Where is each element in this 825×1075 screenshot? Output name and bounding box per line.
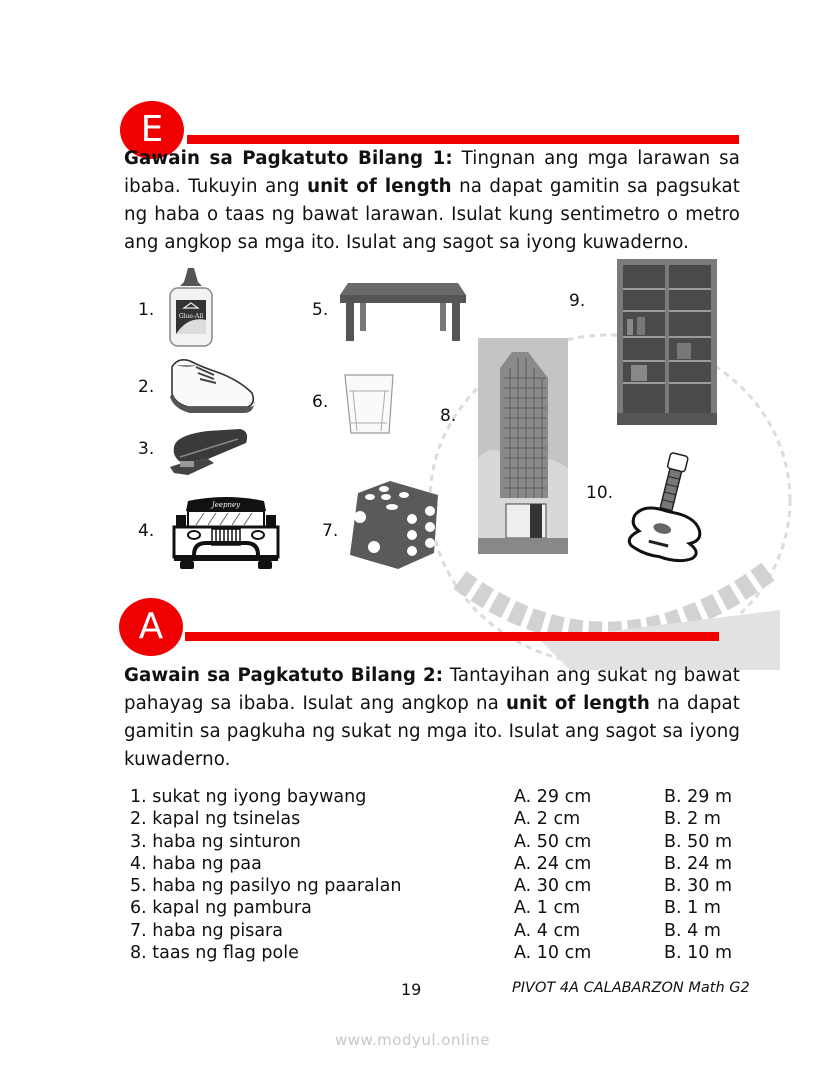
activity-1-title: Gawain sa Pagkatuto Bilang 1: bbox=[124, 148, 453, 169]
choice-b: B. 30 m bbox=[664, 876, 733, 897]
activity-2-title: Gawain sa Pagkatuto Bilang 2: bbox=[124, 665, 444, 686]
choice-a: A. 4 cm bbox=[514, 920, 581, 941]
picture-number-8: 8. bbox=[440, 406, 457, 426]
activity-2-instructions: Gawain sa Pagkatuto Bilang 2: Tantayihan ang sukat ng bawat pahayag sa ibaba. Isulat ang angkop na unit of length na dapat gamitin sa pagkuha ng sukat ng mga ito. Isulat ang sagot sa iyong kuwaderno. bbox=[124, 665, 740, 770]
stapler-icon bbox=[168, 427, 252, 483]
drinking-glass-icon bbox=[343, 373, 395, 437]
question-text: 4. haba ng paa bbox=[130, 853, 262, 874]
choice-b: B. 4 m bbox=[664, 920, 721, 941]
activity-1-term: unit of length bbox=[307, 176, 452, 197]
picture-number-1: 1. bbox=[138, 300, 155, 320]
picture-number-7: 7. bbox=[322, 521, 339, 541]
section-e-badge: E bbox=[120, 101, 184, 159]
shoe-icon bbox=[168, 357, 256, 415]
measurement-question-list bbox=[130, 786, 750, 964]
glue-bottle-icon bbox=[168, 268, 214, 348]
bookshelf-icon bbox=[617, 259, 717, 425]
choice-b: B. 1 m bbox=[664, 898, 721, 919]
activity-2-term: unit of length bbox=[505, 693, 650, 714]
list-item bbox=[130, 808, 750, 830]
picture-number-10: 10. bbox=[586, 483, 614, 503]
page-number: 19 bbox=[401, 980, 422, 999]
list-item bbox=[130, 942, 750, 964]
list-item bbox=[130, 897, 750, 919]
glue-label: Glue-All bbox=[178, 313, 204, 320]
choice-a: A. 29 cm bbox=[514, 787, 592, 807]
choice-b: B. 29 m bbox=[664, 787, 733, 807]
choice-a: A. 2 cm bbox=[514, 809, 581, 830]
picture-number-9: 9. bbox=[569, 291, 586, 311]
choice-a: A. 1 cm bbox=[514, 898, 581, 919]
list-item bbox=[130, 831, 750, 853]
section-a-badge: A bbox=[119, 598, 183, 656]
choice-a: A. 30 cm bbox=[514, 876, 592, 897]
guitar-icon bbox=[622, 454, 718, 558]
choice-b: B. 2 m bbox=[664, 809, 721, 830]
list-item bbox=[130, 786, 750, 808]
question-text: 7. haba ng pisara bbox=[130, 920, 283, 941]
picture-number-4: 4. bbox=[138, 521, 155, 541]
section-a-divider bbox=[185, 632, 719, 641]
choice-a: A. 50 cm bbox=[514, 831, 592, 852]
choice-b: B. 24 m bbox=[664, 853, 733, 874]
section-e-divider bbox=[187, 135, 739, 144]
activity-1-instructions: Gawain sa Pagkatuto Bilang 1: Tingnan ang mga larawan sa ibaba. Tukuyin ang unit of length na dapat gamitin sa pagsukat ng haba o taas ng bawat larawan. Isulat kung sentimetro o metro ang angkop sa mga ito. Isulat ang sagot sa iyong kuwaderno. bbox=[124, 148, 740, 253]
picture-number-2: 2. bbox=[138, 377, 155, 397]
list-item bbox=[130, 875, 750, 897]
choice-a: A. 24 cm bbox=[514, 853, 592, 874]
question-text: 1. sukat ng iyong baywang bbox=[130, 787, 367, 807]
choice-b: B. 10 m bbox=[664, 943, 733, 964]
picture-number-6: 6. bbox=[312, 392, 329, 412]
choice-b: B. 50 m bbox=[664, 831, 733, 852]
question-text: 2. kapal ng tsinelas bbox=[130, 809, 301, 830]
website-watermark: www.modyul.online bbox=[334, 1031, 491, 1049]
question-text: 8. taas ng flag pole bbox=[130, 943, 299, 964]
choice-a: A. 10 cm bbox=[514, 943, 592, 964]
skyscraper-icon bbox=[478, 338, 568, 554]
dice-icon bbox=[346, 481, 442, 569]
list-item bbox=[130, 920, 750, 942]
table-icon bbox=[340, 283, 466, 343]
jeepney-icon bbox=[170, 493, 282, 569]
list-item bbox=[130, 853, 750, 875]
question-text: 6. kapal ng pambura bbox=[130, 898, 312, 919]
question-text: 5. haba ng pasilyo ng paaralan bbox=[130, 876, 402, 897]
picture-number-5: 5. bbox=[312, 300, 329, 320]
question-text: 3. haba ng sinturon bbox=[130, 831, 301, 852]
footer-title: PIVOT 4A CALABARZON Math G2 bbox=[512, 980, 750, 996]
jeepney-label: Jeepney bbox=[211, 501, 241, 509]
picture-number-3: 3. bbox=[138, 439, 155, 459]
